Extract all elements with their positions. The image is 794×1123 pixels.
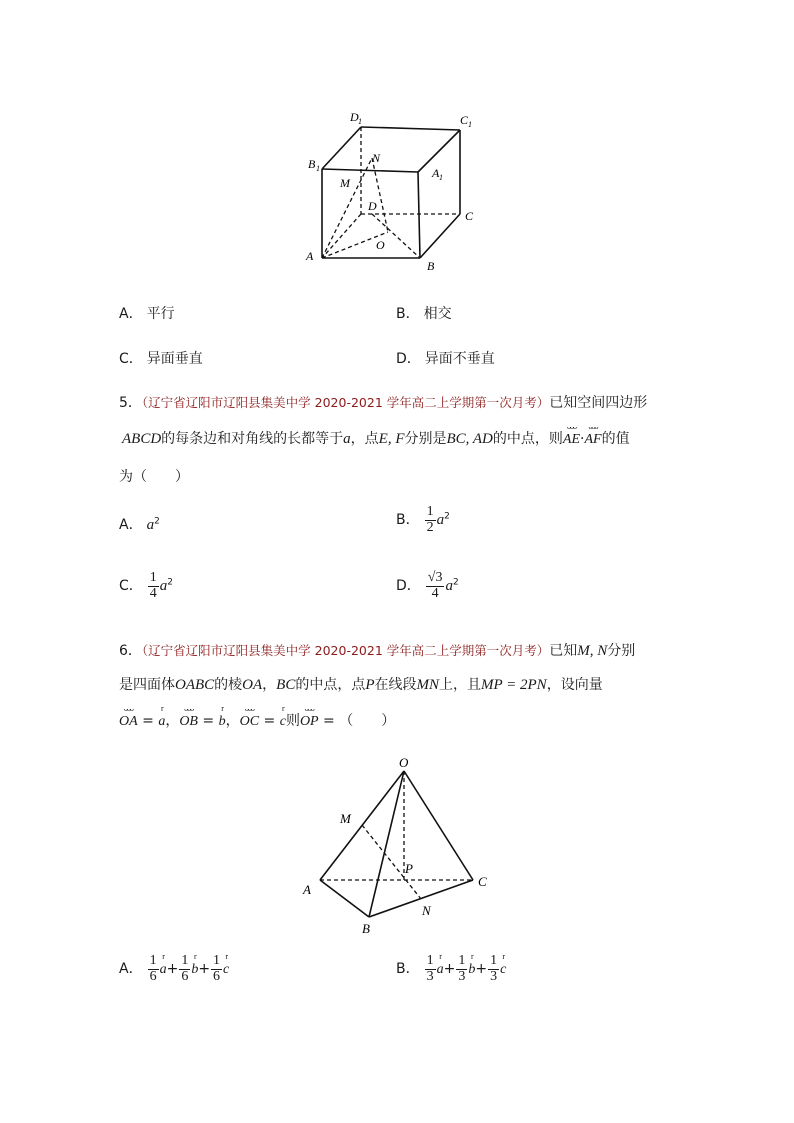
q6-mn: M, N (577, 643, 608, 659)
option-letter: B． (396, 306, 420, 322)
q6-text: ， (262, 677, 277, 693)
vector-c: r c (223, 952, 230, 978)
label-O: O (376, 238, 385, 252)
q6-number: 6． (119, 643, 142, 659)
q5-number: 5． (119, 395, 142, 411)
label-B: B (427, 259, 435, 273)
q5-a: a (343, 431, 351, 447)
q6-text: ，设向量 (546, 677, 603, 693)
fraction: $\frac{1}{3}$ (458, 953, 466, 984)
vector-a: r a (158, 704, 166, 729)
q6-line-1 (119, 640, 635, 660)
q6-text: 分别 (607, 643, 636, 659)
q6-option-b[interactable]: B． $\frac{1}{3}$ r a+ $\frac{1}{3}$ r b+ $\frac{1}{3}$ r c (396, 952, 507, 984)
vector-oa: ᴗᴗᴗ OA (119, 704, 138, 729)
label-O: O (399, 755, 409, 770)
q4-option-c[interactable] (119, 348, 203, 368)
vector-af: ᴗᴗᴗ AF (584, 422, 602, 447)
option-text: 异面不垂直 (424, 351, 495, 367)
q6-text: 的棱 (214, 677, 243, 693)
q5-text: 分别是 (404, 431, 447, 447)
label-C: C (478, 874, 487, 889)
option-letter: C． (119, 351, 143, 367)
label-C: C (465, 209, 474, 223)
q4-option-d[interactable] (396, 348, 495, 368)
q5-line-2 (122, 422, 630, 448)
option-exp: 2 (154, 516, 160, 527)
q5-option-d[interactable] (396, 571, 459, 601)
option-letter: B． (396, 512, 420, 529)
label-A: A (306, 249, 314, 263)
option-exp: 2 (444, 511, 450, 522)
q6-source: （辽宁省辽阳市辽阳县集美中学 2020-2021 学年高二上学期第一次月考） (141, 643, 550, 658)
q5-option-c[interactable] (119, 571, 173, 601)
label-B1-sub: 1 (316, 164, 320, 173)
option-letter: B． (396, 961, 420, 978)
q5-ef: E, F (378, 431, 405, 447)
option-letter: A． (119, 306, 143, 322)
q6-oabc: OABC (175, 677, 215, 693)
fraction: $\frac{1}{6}$ (149, 953, 157, 984)
option-text: 异面垂直 (146, 351, 203, 367)
q6-mn: MN (416, 677, 440, 693)
q6-option-a[interactable]: A． $\frac{1}{6}$ r a+ $\frac{1}{6}$ r b+ $\frac{1}{6}$ r c (119, 952, 230, 984)
option-base: a (445, 578, 453, 595)
vector-oc: ᴗᴗᴗ OC (239, 704, 260, 729)
fraction: $\frac{1}{6}$ (181, 953, 189, 984)
label-B1: B (308, 157, 316, 171)
label-M: M (340, 811, 351, 826)
vector-c: r c (279, 704, 286, 729)
label-A: A (303, 882, 311, 897)
label-C1: C (460, 113, 469, 127)
q5-text: 的每条边和对角线的长都等于 (161, 431, 344, 447)
fraction: $\frac{1}{6}$ (213, 953, 221, 984)
label-N: N (372, 151, 381, 165)
q5-line-1 (119, 392, 647, 412)
q5-option-a[interactable] (119, 514, 160, 534)
option-letter: D． (396, 351, 421, 367)
q4-option-a[interactable] (119, 303, 175, 323)
q6-equation: MP = 2PN (481, 677, 547, 693)
q5-source: （辽宁省辽阳市辽阳县集美中学 2020-2021 学年高二上学期第一次月考） (141, 395, 550, 410)
q5-text: ，点 (350, 431, 379, 447)
q6-line-2 (119, 674, 603, 694)
option-letter: A． (119, 517, 143, 533)
option-exp: 2 (452, 577, 459, 588)
q5-text: 的中点，则 (492, 431, 563, 447)
option-letter: D． (396, 578, 421, 595)
q6-oa: OA (242, 677, 263, 693)
label-P: P (405, 861, 413, 876)
vector-ae: ᴗᴗᴗ AE (562, 422, 581, 447)
vector-a: r a (159, 952, 167, 978)
dot-product: · (580, 431, 585, 447)
q4-option-b[interactable] (396, 303, 452, 323)
q6-line-3: ᴗᴗᴗ OA = r a， ᴗᴗᴗ OB = r b， ᴗᴗᴗ OC = r c则 ᴗᴗᴗ OP = （ ） (119, 704, 396, 729)
option-letter: C． (119, 578, 143, 595)
vector-c: r c (500, 952, 507, 978)
label-N: N (422, 903, 431, 918)
option-text: 相交 (423, 306, 452, 322)
fraction: $\frac{1}{3}$ (490, 953, 498, 984)
q5-line-3 (119, 466, 189, 486)
label-C1-sub: 1 (468, 120, 472, 129)
q6-text: 的中点，点 (295, 677, 366, 693)
q6-text: 已知 (549, 643, 578, 659)
q5-abcd: ABCD (122, 431, 162, 447)
q6-bc: BC (276, 677, 296, 693)
cube-figure (300, 105, 490, 280)
q5-bcad: BC, AD (446, 431, 493, 447)
q6-text: 是四面体 (119, 677, 175, 693)
q5-text: 为（ ） (119, 469, 189, 485)
label-M: M (340, 176, 350, 190)
option-base: a (436, 512, 445, 529)
fraction: $\frac{1}{4}$ (149, 570, 157, 601)
fraction: $\frac{√3}{4}$ (427, 570, 443, 601)
option-base: a (146, 517, 155, 533)
fraction: $\frac{1}{3}$ (426, 953, 434, 984)
q6-text: 在线段 (374, 677, 417, 693)
option-letter: A． (119, 961, 143, 978)
q5-text: 已知空间四边形 (549, 395, 648, 411)
option-text: 平行 (146, 306, 175, 322)
label-D: D (368, 199, 377, 213)
fraction: $\frac{1}{2}$ (426, 504, 434, 535)
option-base: a (159, 578, 168, 595)
tetrahedron-figure (295, 750, 495, 940)
vector-b: r b (218, 704, 226, 729)
label-D1-sub: 1 (358, 117, 362, 126)
label-A1: A (432, 166, 440, 180)
vector-b: r b (468, 952, 476, 978)
option-exp: 2 (167, 577, 174, 588)
q5-option-b[interactable] (396, 505, 450, 535)
vector-b: r b (191, 952, 199, 978)
q6-text: 上，且 (439, 677, 482, 693)
vector-op: ᴗᴗᴗ OP (299, 704, 319, 729)
q6-p: P (365, 677, 375, 693)
vector-ob: ᴗᴗᴗ OB (179, 704, 198, 729)
vector-a: r a (436, 952, 444, 978)
label-A1-sub: 1 (439, 173, 443, 182)
q5-text: 的值 (601, 431, 630, 447)
label-D1: D (350, 110, 359, 124)
label-B: B (362, 921, 370, 936)
